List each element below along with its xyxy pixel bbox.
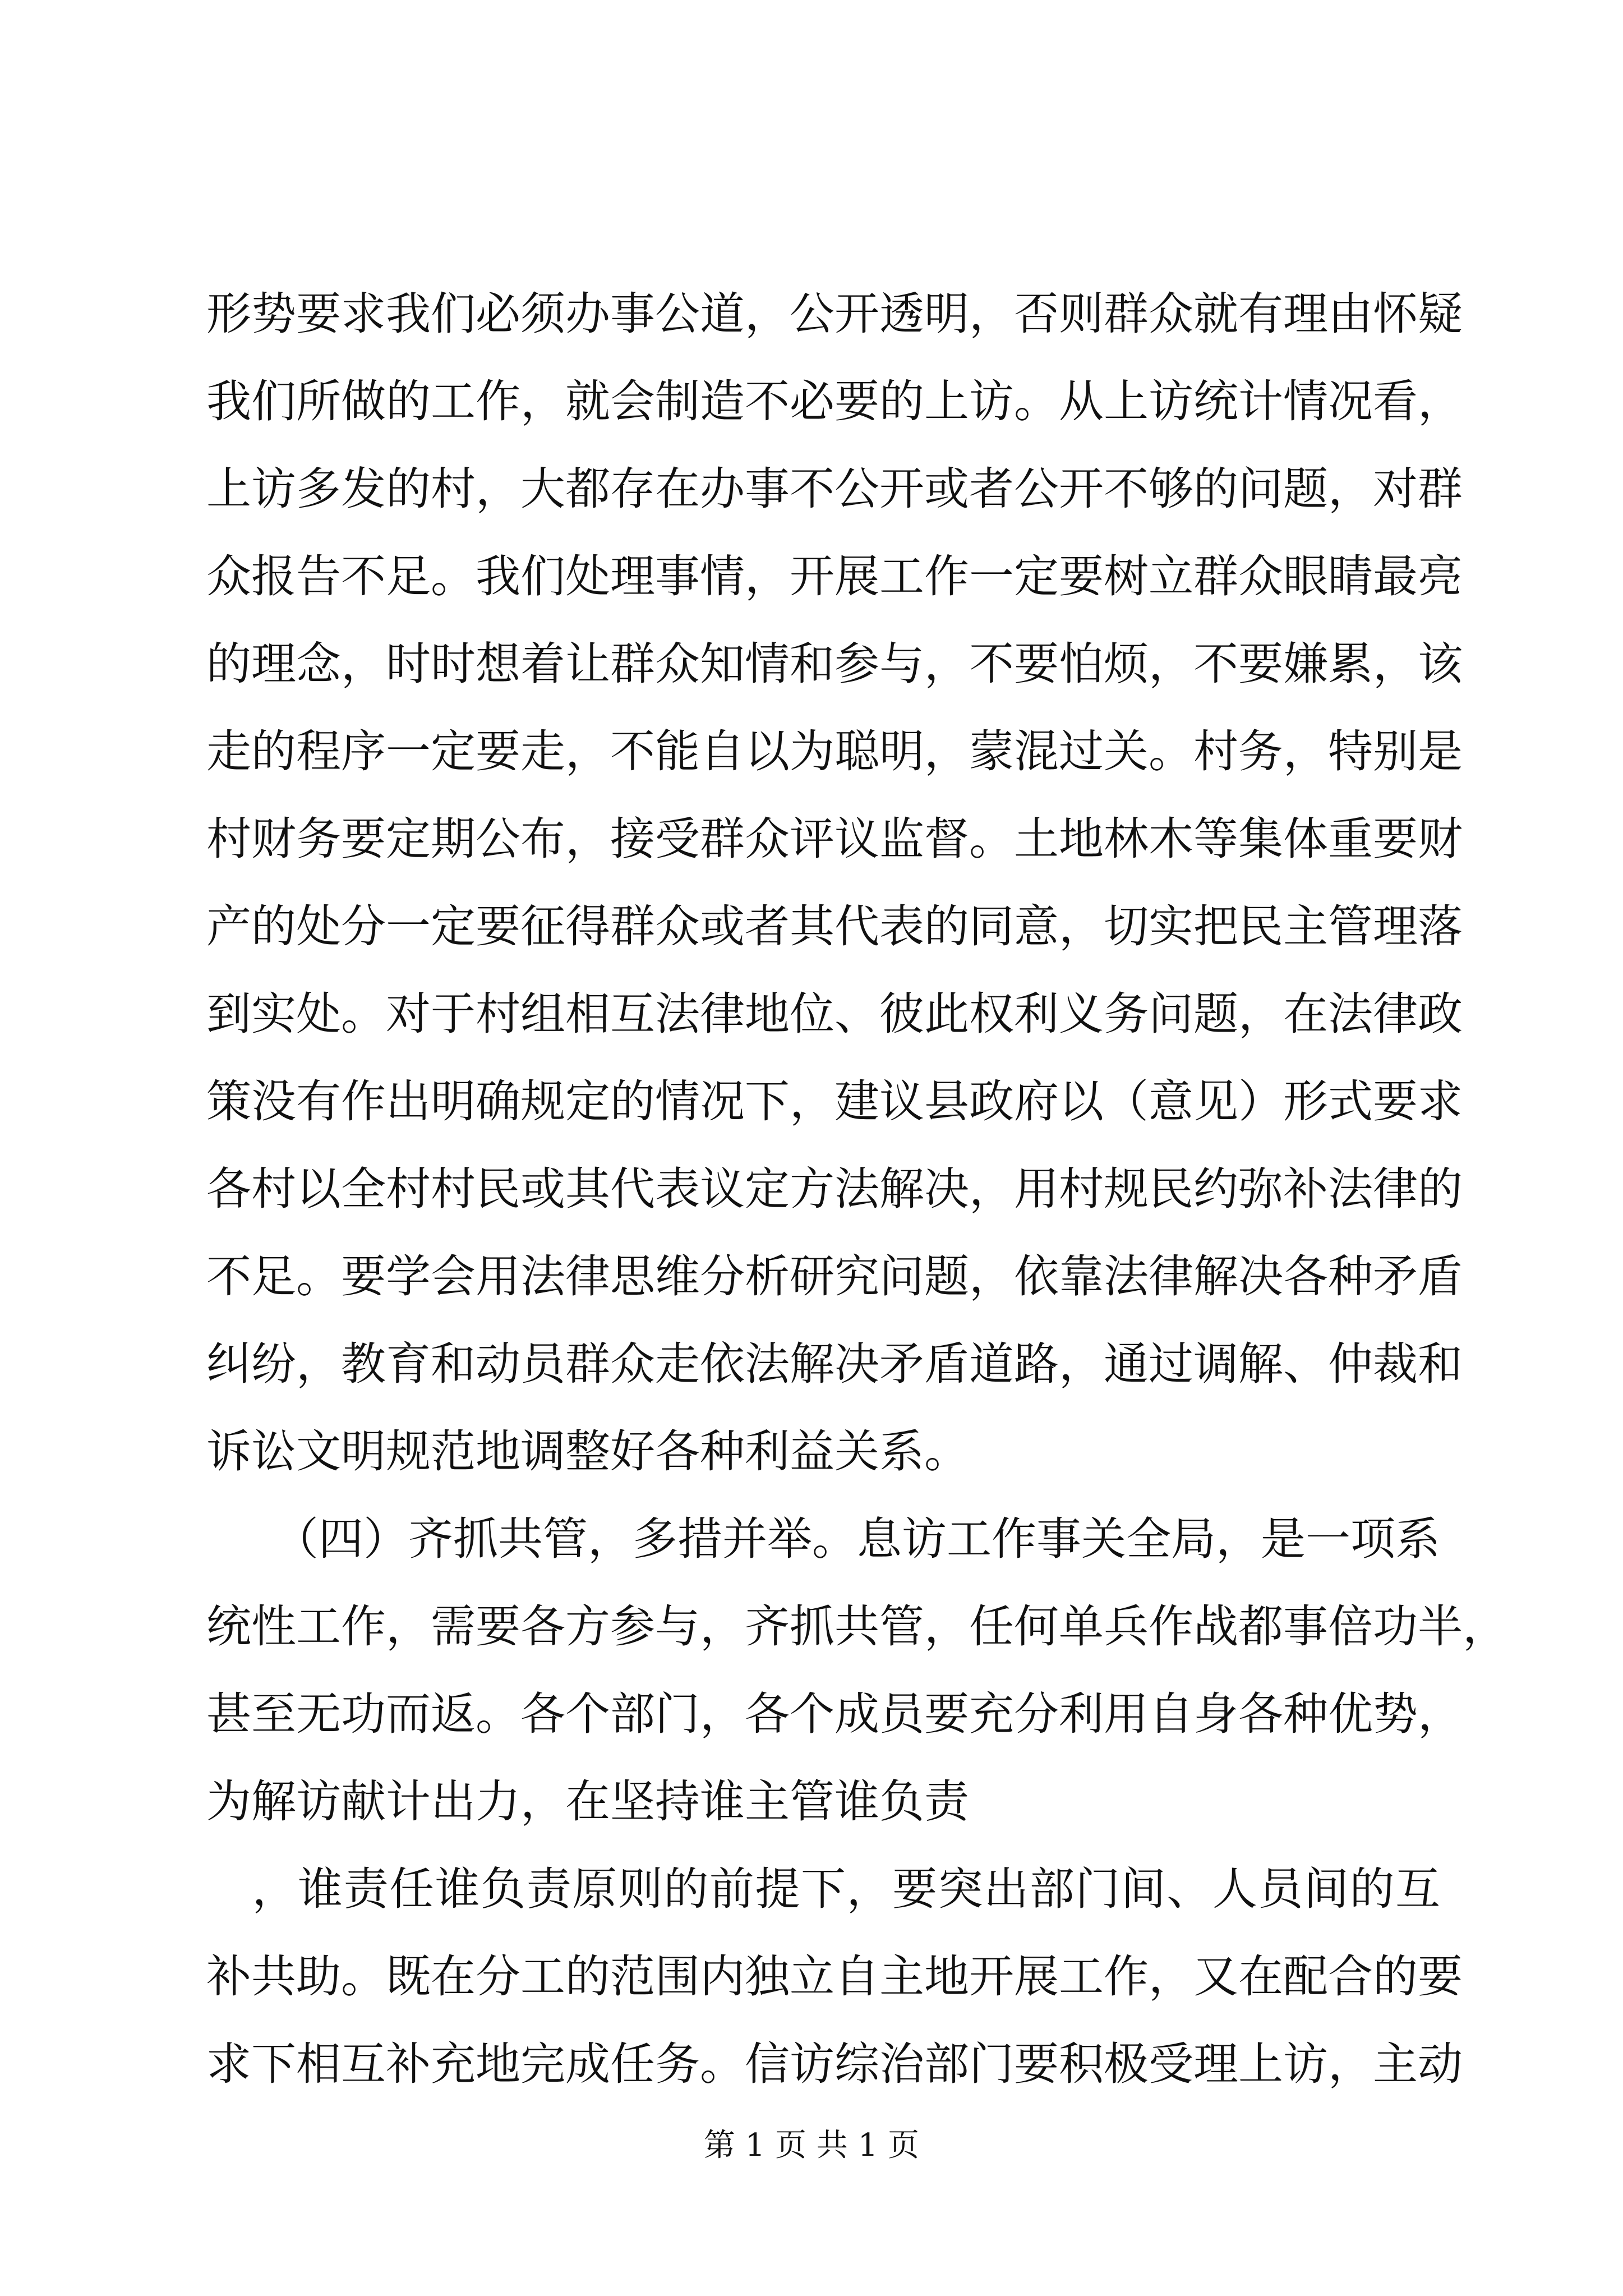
text-line: 众报告不足。我们处理事情，开展工作一定要树立群众眼睛最亮 — [206, 550, 1463, 602]
text-line: 形势要求我们必须办事公道，公开透明，否则群众就有理由怀疑 — [206, 288, 1463, 340]
text-line: 产的处分一定要征得群众或者其代表的同意，切实把民主管理落 — [206, 900, 1463, 953]
text-line: 村财务要定期公布，接受群众评议监督。土地林木等集体重要财 — [206, 813, 1463, 865]
body-text — [206, 288, 1507, 2129]
text-line: 策没有作出明确规定的情况下，建议县政府以（意见）形式要求 — [206, 1075, 1463, 1128]
text-line: 甚至无功而返。各个部门，各个成员要充分利用自身各种优势， — [206, 1688, 1463, 1740]
text-line: ，谁责任谁负责原则的前提下，要突出部门间、人员间的互 — [206, 1863, 1440, 1915]
text-line: 纠纷，教育和动员群众走依法解决矛盾道路，通过调解、仲裁和 — [206, 1338, 1463, 1390]
text-line: 到实处。对于村组相互法律地位、彼此权利义务问题，在法律政 — [206, 988, 1463, 1040]
text-line: 统性工作，需要各方参与，齐抓共管，任何单兵作战都事倍功半， — [206, 1600, 1507, 1653]
text-line: 求下相互补充地完成任务。信访综治部门要积极受理上访，主动 — [206, 2038, 1463, 2090]
text-line: 的理念，时时想着让群众知情和参与，不要怕烦，不要嫌累，该 — [206, 638, 1463, 690]
page-footer: 第 1 页 共 1 页 — [703, 2127, 920, 2164]
text-line: 上访多发的村，大都存在办事不公开或者公开不够的问题，对群 — [206, 463, 1463, 515]
text-line: 走的程序一定要走，不能自以为聪明，蒙混过关。村务，特别是 — [206, 725, 1463, 777]
text-line: 各村以全村村民或其代表议定方法解决，用村规民约弥补法律的 — [206, 1163, 1463, 1215]
text-line: 我们所做的工作，就会制造不必要的上访。从上访统计情况看， — [206, 375, 1463, 427]
text-line: 不足。要学会用法律思维分析研究问题，依靠法律解决各种矛盾 — [206, 1250, 1463, 1303]
text-line: 为解访献计出力，在坚持谁主管谁负责 — [206, 1775, 969, 1828]
text-line: （四）齐抓共管，多措并举。息访工作事关全局，是一项系 — [206, 1513, 1440, 1565]
text-line: 补共助。既在分工的范围内独立自主地开展工作，又在配合的要 — [206, 1950, 1463, 2003]
text-line: 诉讼文明规范地调整好各种利益关系。 — [206, 1425, 969, 1478]
